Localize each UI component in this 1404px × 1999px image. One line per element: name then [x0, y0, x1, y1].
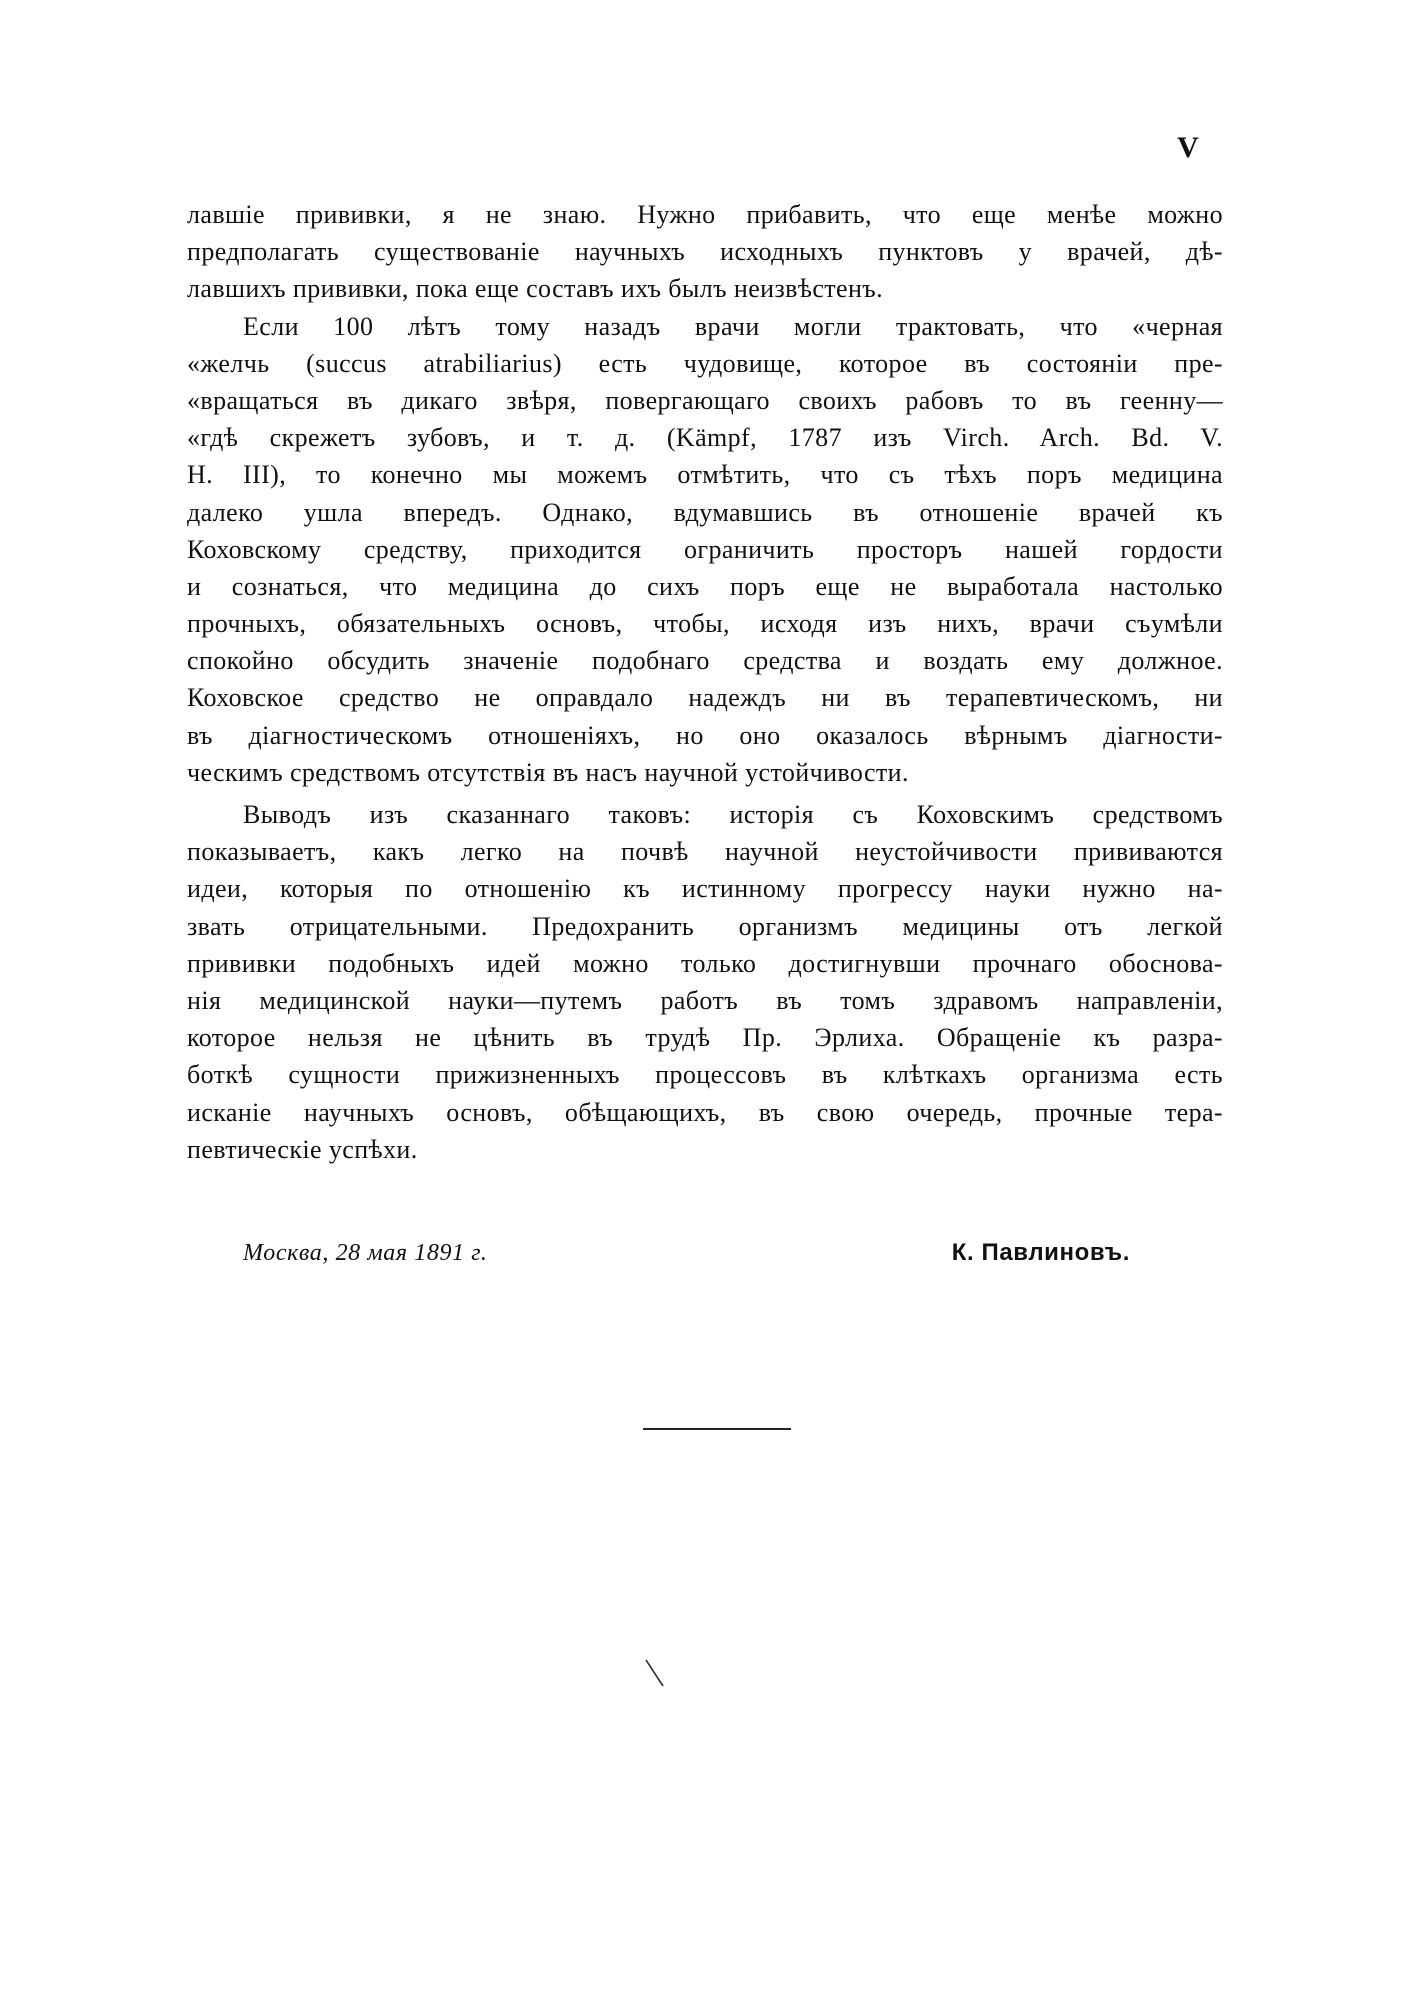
text-line: Коховскому средству, приходится ограничить просторъ нашей гордости: [187, 534, 1223, 564]
page-number: V: [1177, 131, 1199, 164]
text-line: Выводъ изъ сказаннаго таковъ: исторія съ Коховскимъ средствомъ: [243, 800, 1223, 829]
author-signature: К. Павлиновъ.: [951, 1239, 1130, 1266]
signature-block: [187, 1233, 1223, 1273]
text-line: въ діагностическомъ отношеніяхъ, но оно оказалось вѣрнымъ діагности-: [187, 720, 1223, 750]
text-line: предполагать существованіе научныхъ исходныхъ пунктовъ у врачей, дѣ-: [187, 237, 1223, 267]
text-line: показываетъ, какъ легко на почвѣ научной неустойчивости прививаются: [187, 837, 1223, 867]
text-line: ческимъ средствомъ отсутствія въ насъ научной устойчивости.: [187, 757, 909, 787]
end-divider: [643, 1428, 791, 1430]
text-line: спокойно обсудить значеніе подобнаго средства и воздать ему должное.: [187, 646, 1223, 676]
paragraph-2: [187, 308, 1223, 791]
text-line: «вращаться въ дикаго звѣря, повергающаго своихъ рабовъ то въ геенну—: [187, 385, 1223, 415]
text-line: прочныхъ, обязательныхъ основъ, чтобы, исходя изъ нихъ, врачи съумѣли: [187, 609, 1223, 639]
text-line: идеи, которыя по отношенію къ истинному прогрессу науки нужно на-: [187, 874, 1223, 904]
text-line: исканіе научныхъ основъ, обѣщающихъ, въ свою очередь, прочные тера-: [187, 1097, 1223, 1127]
text-line: и сознаться, что медицина до сихъ поръ еще не выработала настолько: [187, 571, 1223, 601]
text-line: нія медицинской науки—путемъ работъ въ томъ здравомъ направленіи,: [187, 985, 1223, 1015]
text-line: прививки подобныхъ идей можно только достигнувши прочнаго обоснова-: [187, 948, 1223, 978]
text-line: «желчь (succus atrabiliarius) есть чудовище, которое въ состояніи пре-: [187, 348, 1223, 378]
text-line: лавшіе прививки, я не знаю. Нужно прибавить, что еще менѣе можно: [187, 200, 1223, 229]
text-line: «гдѣ скрежетъ зубовъ, и т. д. (Kämpf, 1787 изъ Virch. Arch. Bd. V.: [187, 423, 1223, 453]
text-line: боткѣ сущности прижизненныхъ процессовъ въ клѣткахъ организма есть: [187, 1060, 1223, 1090]
text-line: лавшихъ прививки, пока еще составъ ихъ былъ неизвѣстенъ.: [187, 274, 884, 304]
stray-pen-mark: [644, 1658, 666, 1688]
text-line: далеко ушла впередъ. Однако, вдумавшись въ отношеніе врачей къ: [187, 497, 1223, 527]
paragraph-1: [187, 196, 1223, 308]
text-line: Коховское средство не оправдало надеждъ ни въ терапевтическомъ, ни: [187, 683, 1223, 713]
text-line: Если 100 лѣтъ тому назадъ врачи могли трактовать, что «черная: [243, 311, 1223, 341]
paragraph-3: [187, 796, 1223, 1168]
text-line: которое нельзя не цѣнить въ трудѣ Пр. Эрлиха. Обращеніе къ разра-: [187, 1023, 1223, 1053]
text-line: певтическіе успѣхи.: [187, 1134, 418, 1164]
body-text: [187, 196, 1223, 1168]
text-line: H. III), то конечно мы можемъ отмѣтить, что съ тѣхъ поръ медицина: [187, 460, 1223, 490]
text-line: звать отрицательными. Предохранить организмъ медицины отъ легкой: [187, 911, 1223, 941]
place-date: Москва, 28 мая 1891 г.: [243, 1240, 488, 1266]
